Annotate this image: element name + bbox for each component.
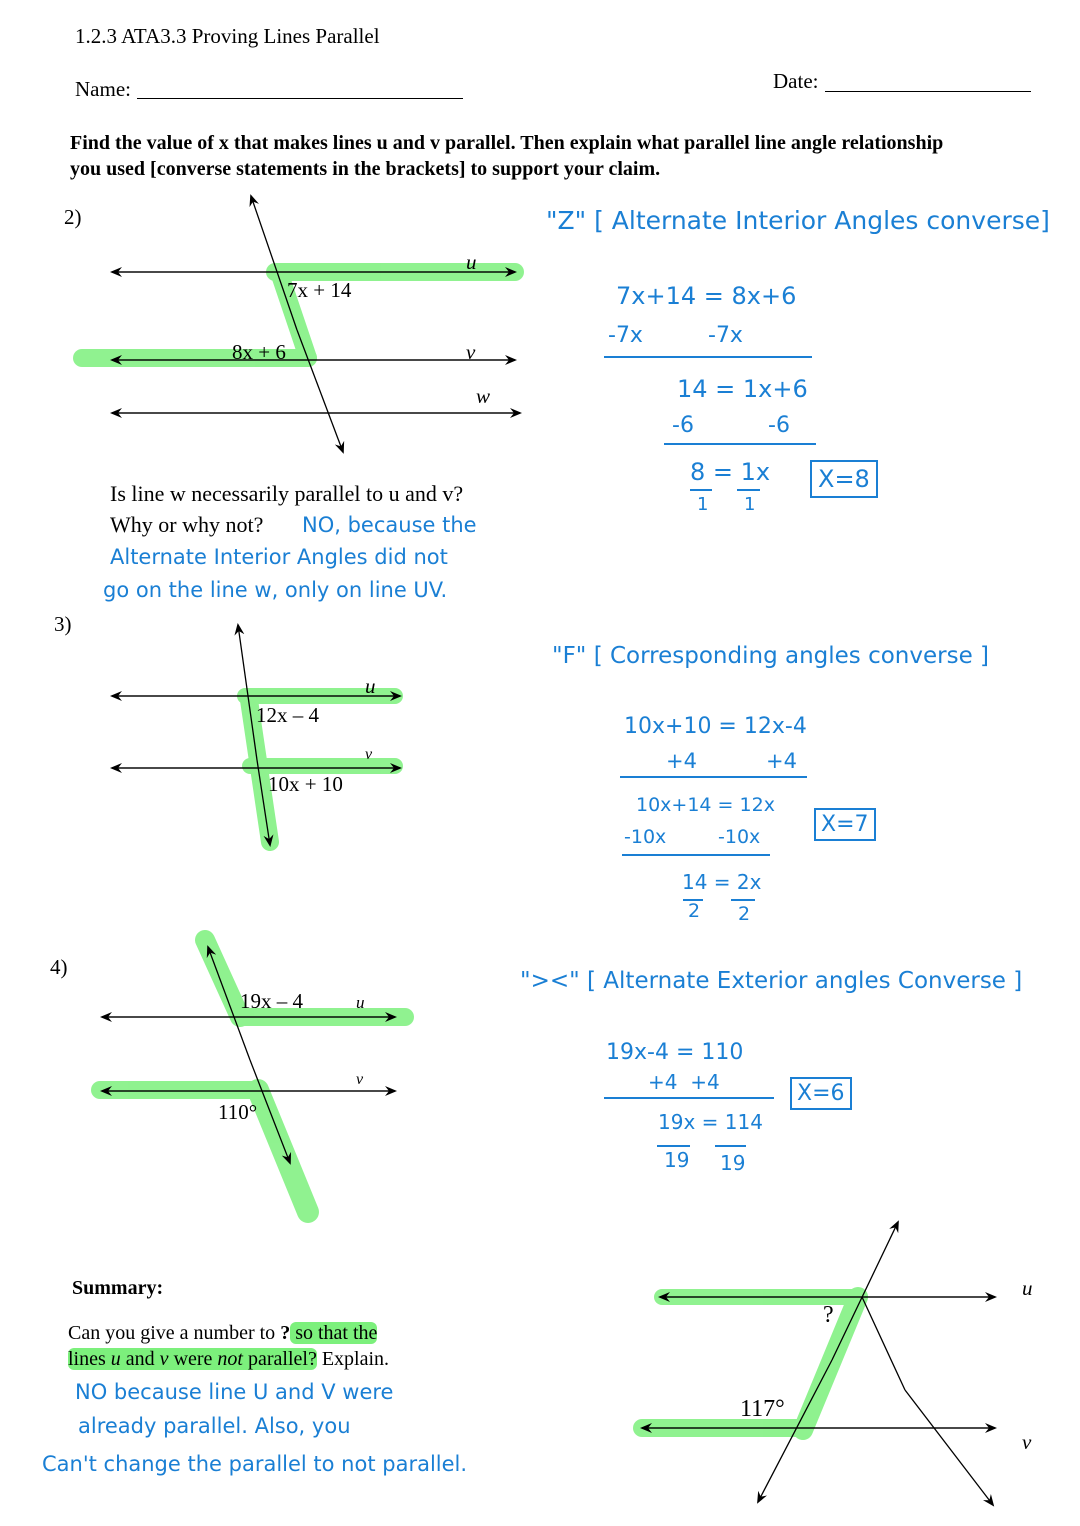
- p3-work-9: 2: [738, 903, 751, 925]
- worksheet-title: 1.2.3 ATA3.3 Proving Lines Parallel: [75, 24, 380, 48]
- p3-work-8: 2: [688, 900, 701, 922]
- p4-reason: "><" [ Alternate Exterior angles Converse ]: [520, 968, 1023, 994]
- p3-line-label-u: u: [365, 674, 376, 698]
- summary-angle-unknown: ?: [823, 1302, 834, 1328]
- p4-work-4: 19: [664, 1148, 690, 1172]
- summary-question-not: not: [217, 1348, 243, 1370]
- p3-angle-label-2: 10x + 10: [268, 772, 343, 796]
- summary-question-mark: ?: [280, 1322, 291, 1344]
- p2-line-label-v: v: [466, 340, 476, 364]
- p2-work-5: -6: [672, 413, 694, 438]
- p3-work-4: 10x+14 = 12x: [636, 794, 775, 816]
- p3-reason: "F" [ Corresponding angles converse ]: [552, 643, 990, 669]
- summary-line-label-u: u: [1022, 1276, 1033, 1300]
- p2-line-label-w: w: [476, 384, 491, 408]
- summary-question-highlight-1: so that the: [290, 1322, 378, 1344]
- p2-work-1: 7x+14 = 8x+6: [616, 282, 797, 310]
- p3-answer-box: X=7: [814, 808, 876, 841]
- summary-question-part: were: [168, 1348, 218, 1370]
- summary-question-explain: Explain.: [316, 1348, 390, 1370]
- p4-work-1: 19x-4 = 110: [606, 1040, 744, 1065]
- p4-angle-label-1: 19x – 4: [240, 989, 303, 1013]
- p2-angle-label-2: 8x + 6: [232, 340, 286, 364]
- p2-work-3: -7x: [708, 323, 743, 348]
- summary-figure: [642, 1222, 995, 1505]
- summary-heading: Summary:: [72, 1277, 164, 1299]
- date-label: Date:: [773, 69, 819, 93]
- p2-reason: "Z" [ Alternate Interior Angles converse]: [546, 206, 1050, 235]
- summary-question-u: u: [110, 1348, 121, 1370]
- p4-angle-label-2: 110°: [218, 1100, 258, 1124]
- p3-work-1: 10x+10 = 12x-4: [624, 714, 807, 739]
- p2-response-3: go on the line w, only on line UV.: [103, 578, 448, 602]
- p2-question-text: Is line w necessarily parallel to u and v?: [110, 481, 464, 506]
- summary-response-1: NO because line U and V were: [75, 1380, 394, 1404]
- p4-work-5: 19: [720, 1151, 746, 1175]
- p2-response-2: Alternate Interior Angles did not: [110, 545, 448, 569]
- p2-angle-label-1: 7x + 14: [287, 278, 352, 302]
- p4-line-label-v: v: [356, 1071, 364, 1088]
- summary-question-v: v: [159, 1348, 169, 1370]
- p4-line-label-u: u: [356, 993, 365, 1012]
- p2-response-1: NO, because the: [302, 513, 477, 537]
- summary-transversal-2: [905, 1390, 993, 1505]
- p3-work-2: +4: [666, 749, 697, 773]
- summary-line-label-v: v: [1022, 1430, 1032, 1454]
- p2-work-6: -6: [768, 413, 790, 438]
- name-label: Name:: [75, 77, 131, 101]
- p2-work-9: 1: [744, 494, 756, 515]
- p2-figure: [112, 196, 520, 452]
- summary-question-part: and: [120, 1348, 160, 1370]
- p2-transversal-down: [297, 330, 343, 452]
- p2-work-8: 1: [697, 494, 709, 515]
- problem-2-number: 2): [64, 205, 82, 229]
- p2-work-4: 14 = 1x+6: [677, 375, 808, 403]
- p3-work-3: +4: [766, 749, 797, 773]
- summary-question-part: lines: [68, 1348, 111, 1370]
- p4-work-2: +4 +4: [648, 1070, 720, 1094]
- p3-work-6: -10x: [718, 826, 761, 848]
- p2-answer-box: X=8: [810, 460, 878, 498]
- p2-question-line1: [110, 481, 463, 507]
- p2-line-label-u: u: [466, 250, 477, 274]
- problem-3-number: 3): [54, 612, 72, 636]
- p2-question-line2: Why or why not?: [110, 512, 264, 537]
- summary-response-2: already parallel. Also, you: [78, 1414, 351, 1438]
- p2-work-2: -7x: [608, 323, 643, 348]
- p4-work-3: 19x = 114: [658, 1110, 763, 1134]
- instructions: Find the value of x that makes lines u and v parallel. Then explain what parallel line angle relationship you used [converse statements in the brackets] to support your claim.: [70, 132, 944, 180]
- p3-line-label-v: v: [365, 746, 373, 763]
- summary-angle-117: 117°: [740, 1396, 785, 1422]
- problem-4-number: 4): [50, 955, 68, 979]
- summary-question: [68, 1320, 389, 1372]
- p4-figure: [102, 947, 395, 1163]
- p3-angle-label-1: 12x – 4: [256, 703, 319, 727]
- summary-question-part: parallel?: [242, 1348, 317, 1370]
- p3-work-7: 14 = 2x: [682, 870, 762, 894]
- p3-work-5: -10x: [624, 826, 667, 848]
- summary-question-part: Can you give a number to: [68, 1322, 281, 1344]
- summary-response-3: Can't change the parallel to not parallel.: [42, 1452, 468, 1476]
- p2-work-7: 8 = 1x: [690, 458, 771, 486]
- p4-answer-box: X=6: [790, 1077, 852, 1110]
